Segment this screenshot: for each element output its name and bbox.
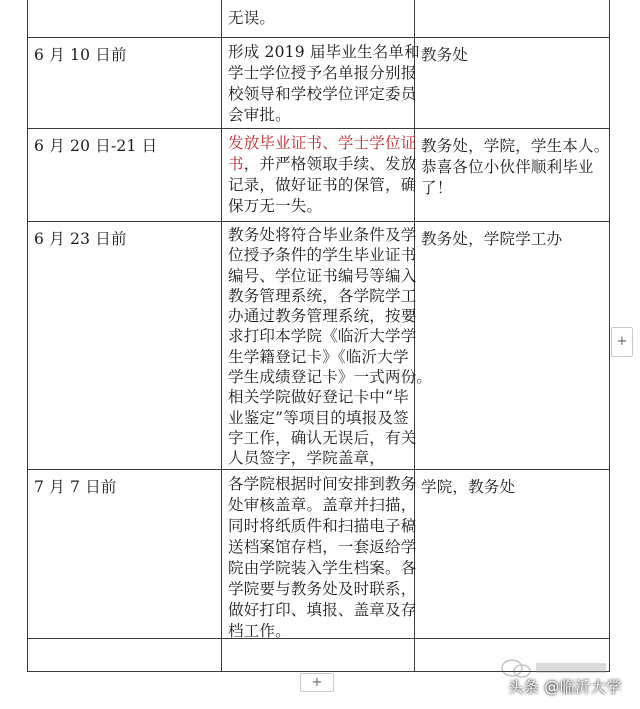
cell-text-line: 生学籍登记卡》《临沂大学 bbox=[228, 347, 409, 366]
cell-text-line: 教务处将符合毕业条件及学 bbox=[228, 226, 417, 244]
table-cell-date bbox=[34, 229, 127, 250]
add-column-button[interactable]: + bbox=[611, 327, 633, 357]
cell-text-line: 会审批。 bbox=[228, 106, 291, 124]
table-cell-date bbox=[34, 45, 127, 66]
cell-text-line: 记录，做好证书的保管，确 bbox=[228, 176, 417, 194]
table-cell-desc bbox=[228, 225, 432, 469]
cell-text-line: 学士学位授予名单报分别报 bbox=[228, 64, 417, 82]
cell-text-line: 相关学院做好登记卡中“毕 bbox=[228, 388, 409, 407]
cell-text-line: 无误。 bbox=[228, 9, 276, 27]
table-cell-desc bbox=[228, 8, 275, 29]
table-cell-date bbox=[34, 477, 117, 498]
cell-text-line: 档工作。 bbox=[228, 622, 291, 640]
watermark-text: 头条 @临沂大学 bbox=[508, 678, 622, 696]
cell-text-line: 处审核盖章。盖章并扫描， bbox=[228, 496, 417, 514]
cell-text-line: 学院，教务处 bbox=[421, 478, 516, 496]
cell-text-line: 6 月 20 日-21 日 bbox=[34, 137, 158, 155]
table-cell-dept bbox=[421, 477, 515, 498]
row-divider bbox=[27, 128, 610, 129]
cell-text-line: 形成 2019 届毕业生名单和 bbox=[228, 43, 420, 61]
cell-text-line: 各学院根据时间安排到教务 bbox=[228, 475, 417, 493]
table-cell-desc bbox=[228, 474, 416, 642]
table-cell-dept bbox=[421, 229, 562, 250]
cell-text-line: 做好打印、填报、盖章及存 bbox=[228, 601, 417, 619]
cell-text-line: 教务管理系统，各学院学工 bbox=[228, 286, 417, 305]
table-cell-dept bbox=[421, 136, 609, 199]
table-border-left bbox=[27, 0, 28, 672]
highlighted-text-line: 发放毕业证书、学士学位证 bbox=[228, 134, 417, 152]
cell-text-line: 7 月 7 日前 bbox=[34, 478, 117, 496]
cell-text: ，并严格领取手续、发放 bbox=[243, 155, 417, 173]
table-cell-dept bbox=[421, 45, 468, 66]
cell-text-line: 校领导和学校学位评定委员 bbox=[228, 85, 417, 103]
cell-text-line: 教务处，学院，学生本人。 bbox=[421, 137, 610, 155]
cell-text-line bbox=[228, 154, 416, 175]
cell-text-line: 字工作，确认无误后，有关 bbox=[228, 428, 417, 447]
row-divider bbox=[27, 221, 610, 222]
table-border-right bbox=[609, 0, 610, 672]
cell-text-line: 办通过教务管理系统，按要 bbox=[228, 307, 417, 326]
table-cell-desc bbox=[228, 42, 420, 126]
schedule-table bbox=[27, 0, 610, 672]
row-divider bbox=[27, 469, 610, 470]
cell-text-line: 同时将纸质件和扫描电子稿 bbox=[228, 517, 417, 535]
cell-text-line: 位授予条件的学生毕业证书 bbox=[228, 246, 417, 265]
table-cell-date bbox=[34, 136, 157, 157]
cell-text-line: 学院要与教务处及时联系， bbox=[228, 580, 417, 598]
cell-text-line: 6 月 23 日前 bbox=[34, 230, 127, 248]
cell-text-line: 教务处 bbox=[421, 46, 469, 64]
add-row-button[interactable]: + bbox=[300, 673, 334, 692]
cell-text-line: 求打印本学院《临沂大学学 bbox=[228, 327, 417, 346]
column-divider-1 bbox=[221, 0, 222, 672]
cell-text-line: 教务处，学院学工办 bbox=[421, 230, 563, 248]
cell-text-line: 业鉴定”等项目的填报及签 bbox=[228, 408, 409, 427]
cell-text-line: 学生成绩登记卡》一式两份。 bbox=[228, 368, 433, 387]
table-cell-desc bbox=[228, 133, 416, 217]
cell-text-line: 6 月 10 日前 bbox=[34, 46, 127, 64]
cell-text-line: 人员签字，学院盖章， bbox=[228, 449, 386, 468]
cell-text-line: 院由学院装入学生档案。各 bbox=[228, 559, 417, 577]
cell-text-line: 保万无一失。 bbox=[228, 197, 323, 215]
highlighted-text: 书 bbox=[228, 155, 244, 173]
cell-text-line: 送档案馆存档，一套返给学 bbox=[228, 538, 417, 556]
cell-text-line: 了！ bbox=[421, 179, 453, 197]
row-divider bbox=[27, 37, 610, 38]
cell-text-line: 编号、学位证书编号等编入 bbox=[228, 266, 417, 285]
cell-text-line: 恭喜各位小伙伴顺利毕业 bbox=[421, 158, 594, 176]
